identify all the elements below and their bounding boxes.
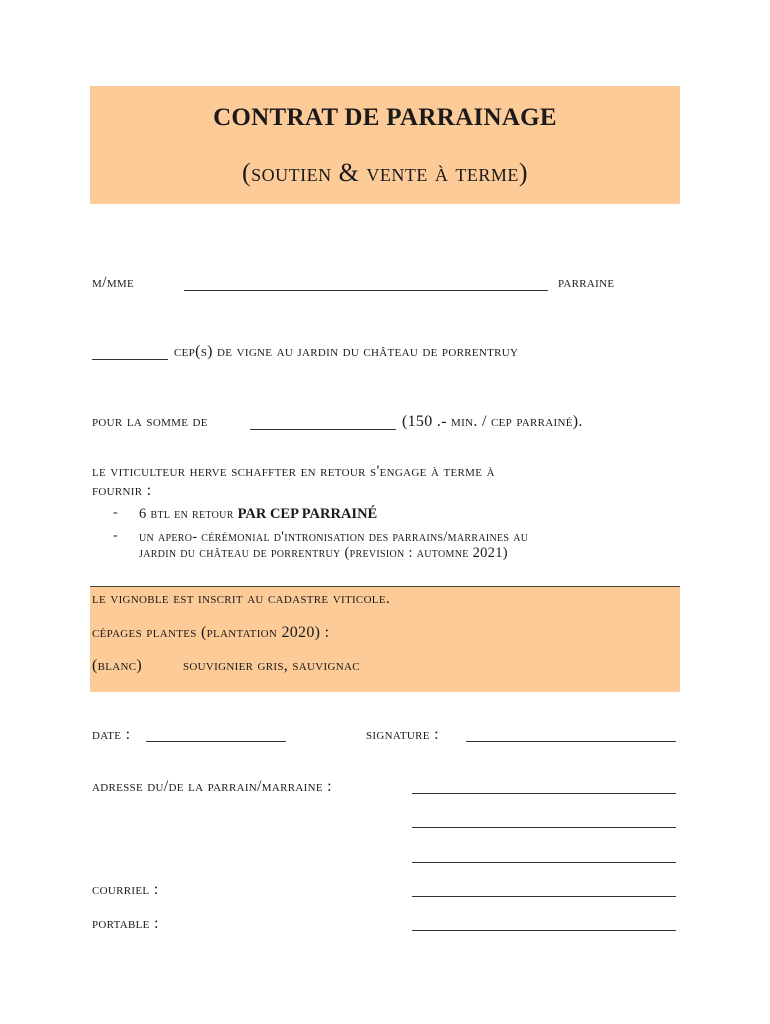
phone-label: portable : [92, 915, 159, 932]
vineyard-info-box [90, 586, 680, 692]
email-label: courriel : [92, 881, 159, 898]
address-label: adresse du/de la parrain/marraine : [92, 778, 332, 795]
bullet-item-2-line-1: un apero- cérémonial d'intronisation des parrains/marraines au [139, 529, 529, 545]
address-field-line-2[interactable] [412, 827, 676, 828]
price-prefix: pour la somme de [92, 413, 208, 430]
header-box [90, 86, 680, 204]
grape-varieties-heading: cépages plantes (plantation 2020) : [92, 624, 330, 641]
bullet-item-1-bold: PAR CEP PARRAINÉ [237, 506, 378, 522]
price-amount-field[interactable] [250, 429, 396, 430]
commitment-line-1: le viticulteur herve schaffter en retour s'engage à terme à [92, 463, 495, 480]
bullet-item-2-line-2: jardin du château de porrentruy (prevision : automne 2021) [139, 545, 508, 561]
signature-label: signature : [366, 726, 439, 743]
bullet-dash: - [113, 528, 118, 543]
ceps-text: cep(s) de vigne au jardin du château de porrentruy [174, 343, 519, 360]
document-subtitle: (soutien & vente à terme) [241, 158, 528, 187]
grape-varieties-value: souvignier gris, sauvignac [183, 657, 360, 674]
email-field[interactable] [412, 896, 676, 897]
bullet-dash: - [113, 505, 118, 520]
bullet-item-1-text: 6 btl en retour [139, 506, 238, 522]
date-label: date : [92, 726, 131, 743]
document-title: CONTRAT DE PARRAINAGE [213, 104, 557, 131]
price-suffix: (150 .- min. / cep parrainé). [402, 413, 583, 430]
phone-field[interactable] [412, 930, 676, 931]
sponsor-suffix: parraine [558, 274, 615, 291]
ceps-count-field[interactable] [92, 359, 168, 360]
commitment-line-2: fournir : [92, 482, 152, 499]
vineyard-registry-text: le vignoble est inscrit au cadastre viticole. [92, 590, 391, 607]
signature-field[interactable] [466, 741, 676, 742]
sponsor-label: m/mme [92, 274, 135, 291]
bullet-item-1 [139, 506, 377, 522]
grape-color-label: (blanc) [92, 657, 143, 674]
sponsor-name-field[interactable] [184, 290, 548, 291]
address-field-line-3[interactable] [412, 862, 676, 863]
date-field[interactable] [146, 741, 286, 742]
address-field-line-1[interactable] [412, 793, 676, 794]
